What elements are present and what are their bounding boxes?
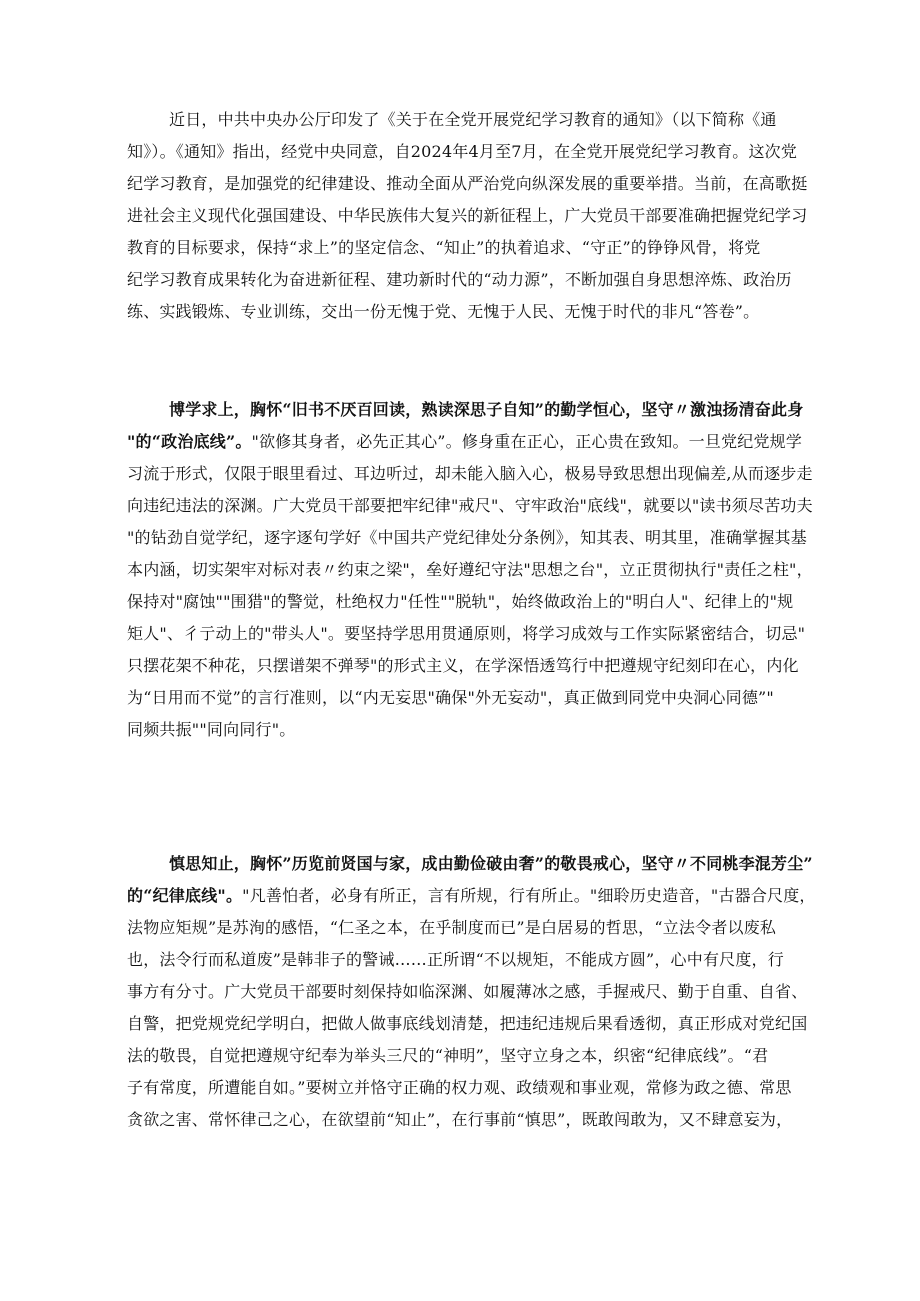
paragraph-line: 法的敬畏，自觉把遵规守纪奉为举头三尺的“神明”，坚守立身之本，织密“纪律底线”。“君 bbox=[127, 1046, 769, 1065]
paragraph-line: "的钻劲自觉学纪，逐字逐句学好《中国共产党纪律处分条例》，知其表、明其里，准确掌握其基 bbox=[127, 528, 807, 547]
paragraph-line: 矩人"、彳亍动上的"带头人"。要坚持学思用贯通原则，将学习成效与工作实际紧密结合，切忌" bbox=[127, 624, 806, 643]
paragraph-line: 习流于形式，仅限于眼里看过、耳边听过，却未能入脑入心，极易导致思想出现偏差,从而逐步走 bbox=[127, 464, 813, 483]
section-heading-continuation bbox=[127, 426, 803, 458]
paragraph-line: 教育的目标要求，保持“求上”的坚定信念、“知止”的执着追求、“守正”的铮铮风骨，将党 bbox=[127, 238, 761, 257]
paragraph-line: 向违纪违法的深渊。广大党员干部要把牢纪律"戒尺"、守牢政治"底线"，就要以"读书须尽苦功夫 bbox=[127, 496, 813, 515]
paragraph-line: 贪欲之害、常怀律己之心，在欲望前“知止”，在行事前“慎思”，既敢闯敢为，又不肆意妄为， bbox=[127, 1110, 793, 1129]
paragraph-line: 只摆花架不种花，只摆谱架不弹琴"的形式主义，在学深悟透笃行中把遵规守纪刻印在心，内化 bbox=[127, 656, 799, 675]
paragraph-line: 保持对"腐蚀""围猎"的警觉，杜绝权力"任性""脱轨"，始终做政治上的"明白人"、纪律上的"规 bbox=[127, 592, 794, 611]
paragraph-line: 纪学习教育成果转化为奋进新征程、建功新时代的“动力源”，不断加强自身思想淬炼、政治历 bbox=[127, 270, 792, 289]
paragraph-line: 本内涵，切实架牢对标对表〃约束之梁"，垒好遵纪守法"思想之台"，立正贯彻执行"责任之柱"， bbox=[127, 560, 813, 579]
section-heading-end: 的“纪律底线"。 bbox=[127, 886, 243, 905]
paragraph-study bbox=[127, 394, 813, 746]
paragraph-line: 近日，中共中央办公厅印发了《关于在全党开展党纪学习教育的通知》（以下简称《通 bbox=[169, 110, 777, 129]
paragraph-line: 子有常度，所遭能自如。”要树立并恪守正确的权力观、政绩观和事业观，常修为政之德、常思 bbox=[127, 1078, 792, 1097]
paragraph-line-start: "欲修其身者，必先正其心”。修身重在正心，正心贵在致知。一旦党纪党规学 bbox=[251, 432, 803, 451]
paragraph-line: 事方有分寸。广大党员干部要时刻保持如临深渊、如履薄冰之感，手握戒尺、勤于自重、自省、 bbox=[127, 982, 808, 1001]
paragraph-line: 法物应矩规”是苏洵的感悟，“仁圣之本，在乎制度而已”是白居易的哲思，“立法令者以废私 bbox=[127, 918, 777, 937]
paragraph-line: 也，法令行而私道废”是韩非子的警诫……正所谓“不以规矩，不能成方圆”，心中有尺度，行 bbox=[127, 950, 784, 969]
paragraph-line: 同频共振""同向同行"。 bbox=[127, 720, 296, 739]
section-heading-continuation bbox=[127, 880, 816, 912]
paragraph-line: 进社会主义现代化强国建设、中华民族伟大复兴的新征程上，广大党员干部要准确把握党纪学习 bbox=[127, 206, 808, 225]
section-heading-end: "的“政治底线”。 bbox=[127, 432, 252, 451]
paragraph-intro bbox=[127, 104, 808, 328]
paragraph-reflection bbox=[127, 848, 816, 1136]
section-heading: 慎思知止，胸怀”历览前贤国与家，成由勤俭破由奢”的敬畏戒心，坚守〃不同桃李混芳尘” bbox=[169, 854, 813, 873]
paragraph-line: 为“日用而不觉”的言行准则，以“内无妄思"确保"外无妄动"，真正做到同党中央洞心同德”" bbox=[127, 688, 774, 707]
section-heading: 博学求上，胸怀“旧书不厌百回读，熟读深思子自知”的勤学恒心，坚守〃激浊扬清奋此身 bbox=[169, 400, 804, 419]
paragraph-line: 自警，把党规党纪学明白，把做人做事底线划清楚，把违纪违规后果看透彻，真正形成对党纪国 bbox=[127, 1014, 808, 1033]
paragraph-line: 练、实践锻炼、专业训练，交出一份无愧于党、无愧于人民、无愧于时代的非凡“答卷”。 bbox=[127, 302, 760, 321]
paragraph-line-start: "凡善怕者，必身有所正，言有所规，行有所止。"细聆历史造音，"古器合尺度， bbox=[242, 886, 816, 905]
paragraph-line: 知》）。《通知》指出，经党中央同意，自2024年4月至7月，在全党开展党纪学习教育。这次党 bbox=[127, 142, 798, 161]
paragraph-line: 纪学习教育，是加强党的纪律建设、推动全面从严治党向纵深发展的重要举措。当前，在高歌挺 bbox=[127, 174, 808, 193]
